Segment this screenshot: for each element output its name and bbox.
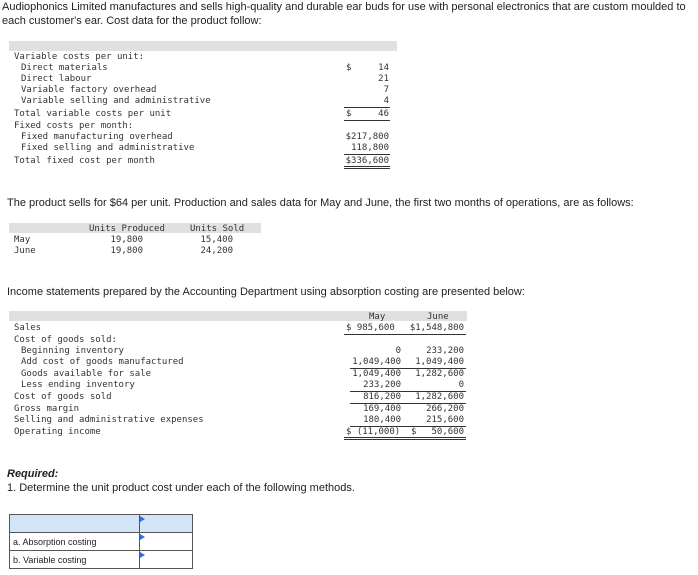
total-variable-dollar: $	[346, 109, 352, 119]
variable-overhead-value: 7	[383, 85, 389, 95]
sales-may: $ 985,600	[346, 323, 395, 333]
june-column-header: June	[427, 312, 449, 322]
units-sold-header: Units Sold	[190, 224, 245, 234]
total-fixed-label: Total fixed cost per month	[14, 156, 155, 166]
fixed-underline	[344, 154, 390, 155]
add-cogm-label: Add cost of goods manufactured	[21, 357, 184, 367]
add-cogm-may: 1,049,400	[352, 357, 401, 367]
may-produced: 19,800	[110, 235, 143, 245]
sga-june: 215,600	[426, 415, 464, 425]
may-sold: 15,400	[200, 235, 233, 245]
header-arrow-icon	[140, 516, 145, 522]
cogs-header: Cost of goods sold:	[14, 335, 117, 345]
direct-materials-value: 14	[378, 63, 389, 73]
cost-table-header-bar	[9, 41, 397, 51]
beginning-inventory-may: 0	[395, 346, 401, 356]
goods-available-june: 1,282,600	[415, 369, 464, 379]
absorption-arrow-icon	[140, 534, 145, 540]
operating-income-may: $ (11,000)	[346, 427, 401, 437]
goods-available-label: Goods available for sale	[21, 369, 152, 379]
cogs-may: 816,200	[363, 392, 401, 402]
beginning-inventory-label: Beginning inventory	[21, 346, 124, 356]
direct-labour-label: Direct labour	[21, 74, 92, 84]
total-fixed-double-underline	[344, 166, 390, 169]
fixed-overhead-value: $217,800	[345, 132, 389, 142]
variable-costing-input[interactable]	[139, 551, 192, 569]
variable-sga-label: Variable selling and administrative	[21, 96, 211, 106]
direct-materials-dollar: $	[346, 63, 352, 73]
answer-table-header-row	[10, 515, 193, 533]
sga-label: Selling and administrative expenses	[14, 415, 204, 425]
fixed-sga-value: 118,800	[351, 143, 389, 153]
cogs-label: Cost of goods sold	[14, 392, 112, 402]
absorption-costing-row	[10, 533, 193, 551]
may-row-label: May	[14, 235, 31, 245]
may-column-header: May	[369, 312, 386, 322]
june-row-label: June	[14, 246, 36, 256]
sales-underline	[344, 334, 466, 335]
add-cogm-june: 1,049,400	[415, 357, 464, 367]
variable-arrow-icon	[140, 552, 145, 558]
total-variable-label: Total variable costs per unit	[14, 109, 172, 119]
variable-costing-label: b. Variable costing	[10, 551, 140, 569]
fixed-costs-header: Fixed costs per month:	[14, 121, 134, 131]
sales-june: $1,548,800	[409, 323, 464, 333]
cogs-june: 1,282,600	[415, 392, 464, 402]
income-intro-text: Income statements prepared by the Accounting Department using absorption costing are presented below:	[7, 286, 525, 298]
required-label: Required:	[7, 468, 59, 480]
sales-label: Sales	[14, 323, 42, 333]
operating-income-june-dollar: $	[411, 427, 417, 437]
absorption-costing-input[interactable]	[139, 533, 192, 551]
variable-sga-value: 4	[383, 96, 389, 106]
variable-costs-header: Variable costs per unit:	[14, 52, 145, 62]
variable-costing-row	[10, 551, 193, 569]
answer-header-value-cell	[139, 515, 192, 533]
june-sold: 24,200	[200, 246, 233, 256]
direct-materials-label: Direct materials	[21, 63, 108, 73]
total-variable-underline	[344, 120, 390, 121]
sells-text: The product sells for $64 per unit. Production and sales data for May and June, the first two months of operations, are as follows:	[7, 197, 634, 209]
operating-income-double-underline	[344, 437, 466, 440]
required-question: 1. Determine the unit product cost under each of the following methods.	[7, 482, 355, 494]
variable-overhead-label: Variable factory overhead	[21, 85, 157, 95]
direct-labour-value: 21	[378, 74, 389, 84]
answer-table	[9, 514, 193, 569]
intro-text: Audiophonics Limited manufactures and sells high-quality and durable ear buds for use with personal electronics that are custom moulded to each customer's ear. Cost data for the product follow:	[2, 1, 686, 27]
variable-underline	[344, 107, 390, 108]
total-fixed-value: $336,600	[345, 156, 389, 166]
total-variable-value: 46	[378, 109, 389, 119]
units-produced-header: Units Produced	[89, 224, 165, 234]
june-produced: 19,800	[110, 246, 143, 256]
operating-income-june: 50,600	[431, 427, 464, 437]
gross-margin-june: 266,200	[426, 404, 464, 414]
absorption-costing-label: a. Absorption costing	[10, 533, 140, 551]
ending-inventory-may: 233,200	[363, 380, 401, 390]
operating-income-label: Operating income	[14, 427, 101, 437]
beginning-inventory-june: 233,200	[426, 346, 464, 356]
sga-may: 180,400	[363, 415, 401, 425]
fixed-sga-label: Fixed selling and administrative	[21, 143, 195, 153]
gross-margin-label: Gross margin	[14, 404, 80, 414]
income-table-header-bar	[9, 311, 467, 321]
goods-available-may: 1,049,400	[352, 369, 401, 379]
ending-inventory-june: 0	[458, 380, 464, 390]
answer-header-label-cell	[10, 515, 140, 533]
fixed-overhead-label: Fixed manufacturing overhead	[21, 132, 173, 142]
gross-margin-may: 169,400	[363, 404, 401, 414]
ending-inventory-label: Less ending inventory	[21, 380, 135, 390]
